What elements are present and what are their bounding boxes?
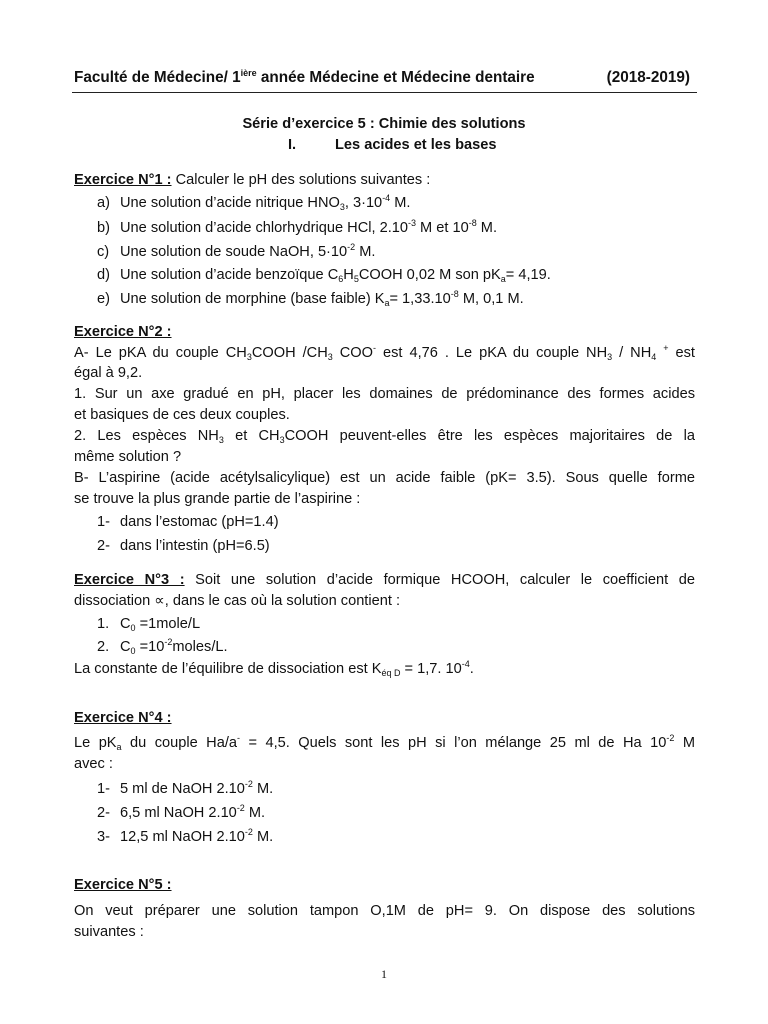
text: COOH /CH [251,345,328,361]
header-text: Faculté de Médecine/ 1 [74,69,241,86]
ex4-item-2 [97,803,718,821]
text: = 1,7. 10 [400,661,462,677]
section-title: Les acides et les bases [335,137,497,153]
text: est 4,76 . Le pKA du couple NH [376,345,608,361]
text: , 3·10 [344,195,383,211]
list-marker: 1. [97,616,110,632]
ex2-line-7: B- L’aspirine (acide acétylsalicylique) est un acide faible (pK= 3.5). Sous quelle forme [74,470,695,486]
superscript: -4 [461,659,470,669]
subscript: 3 [279,435,285,445]
superscript: - [237,733,241,743]
subscript: 3 [327,352,333,362]
superscript: -2 [244,827,253,837]
subscript: éq D [381,668,401,678]
text: M. [244,805,266,821]
page-number: 1 [381,967,387,981]
subscript: a [116,742,122,752]
list-marker: 2. [97,639,110,655]
ex1-heading-line [74,173,695,188]
text: Une solution d’acide nitrique HNO [120,195,340,211]
text: M. [355,244,376,260]
ex1-intro: Calculer le pH des solutions suivantes : [171,172,431,188]
ex1-item-d [97,268,718,283]
ex5-heading: Exercice N°5 : [74,877,172,893]
text: dans l’estomac (pH=1.4) [120,514,279,530]
superscript: -2 [244,779,253,789]
subscript: a [500,274,506,284]
superscript: -4 [382,193,391,203]
text: COOH peuvent-elles être les espèces majoritaires de la [284,428,695,444]
subscript: 0 [130,646,136,656]
ex4-heading: Exercice N°4 : [74,710,172,726]
ex1-item-a [97,193,718,212]
list-marker: b) [97,220,110,236]
text: 5 ml de NaOH 2.10 [120,781,245,797]
superscript: -2 [164,637,173,647]
text: M, 0,1 M. [458,291,524,307]
ex4-heading-line [74,711,695,726]
text: du couple Ha/a [121,735,238,751]
text: =1mole/L [135,616,201,632]
text: et CH [223,428,280,444]
list-marker: d) [97,267,110,283]
subscript: 3 [607,352,613,362]
subscript: 3 [218,435,224,445]
header-year: (2018-2019) [606,69,690,86]
text: 6,5 ml NaOH 2.10 [120,805,237,821]
text: COO [332,345,374,361]
text: C [120,616,131,632]
ex4-item-1 [97,779,718,797]
superscript: -2 [236,803,245,813]
text: Une solution de soude NaOH, 5·10 [120,244,348,260]
superscript: + [663,343,669,353]
ex3-item-1 [97,617,718,632]
text: est [668,345,695,361]
ex2-item-2 [97,539,718,554]
ex2-line-1 [74,343,695,362]
ex3-item-2 [97,637,718,656]
text: / NH [612,345,652,361]
ex2-heading-line [74,325,695,340]
text: M [674,735,695,751]
ex5-line-1: On veut préparer une solution tampon O,1M de pH= 9. On dispose des solutions [74,903,695,919]
list-marker: 3- [97,829,110,845]
text: M. [390,195,411,211]
ex2-line-2: égal à 9,2. [74,365,143,381]
text: =10 [135,639,165,655]
ex3-line-3 [74,659,695,678]
text: M. [252,829,274,845]
ex2-line-6: même solution ? [74,449,182,465]
ex2-heading: Exercice N°2 : [74,324,172,340]
ex4-line-2: avec : [74,756,113,772]
ex1-heading: Exercice N°1 : [74,172,172,188]
superscript: -8 [468,218,477,228]
ex1-item-b [97,218,718,236]
list-marker: e) [97,291,110,307]
text: moles/L. [172,639,228,655]
series-title: Série d’exercice 5 : Chimie des solutions [242,116,526,132]
subscript: a [384,298,390,308]
text: . [469,661,474,677]
text: COOH 0,02 M son pK [358,267,501,283]
text: C [120,639,131,655]
text: = 1,33.10 [389,291,451,307]
ex3-heading: Exercice N°3 : [74,572,185,588]
ex2-line-4: et basiques de ces deux couples. [74,407,290,423]
header-faculty [74,70,535,85]
ex2-line-5 [74,429,695,444]
text: 2. Les espèces NH [74,428,219,444]
list-marker: a) [97,195,110,211]
text: Une solution de morphine (base faible) K [120,291,385,307]
list-marker: 2- [97,805,110,821]
text: Soit une solution d’acide formique HCOOH, calculer le coefficient de [184,572,695,588]
text: M. [252,781,274,797]
ex1-item-c [97,242,718,260]
ex4-item-3 [97,827,718,845]
text: Une solution d’acide chlorhydrique HCl, 2.10 [120,220,408,236]
header-rule [72,92,697,93]
superscript: - [373,343,377,353]
ex1-item-e [97,289,718,308]
text: = 4,5. Quels sont les pH si l’on mélange 25 ml de Ha 10 [240,735,667,751]
list-marker: c) [97,244,110,260]
text: M et 10 [416,220,469,236]
ex2-line-8: se trouve la plus grande partie de l’aspirine : [74,491,361,507]
ex4-line-1 [74,733,695,752]
ex5-line-2: suivantes : [74,924,144,940]
ex5-heading-line [74,878,695,893]
superscript: -3 [407,218,416,228]
text: Le pK [74,735,117,751]
subscript: 3 [246,352,252,362]
text: dans l’intestin (pH=6.5) [120,538,270,554]
superscript: -2 [347,242,356,252]
text: H [343,267,354,283]
superscript: -8 [450,289,459,299]
subscript: 3 [339,202,345,212]
list-marker: 1- [97,514,110,530]
ex2-item-1 [97,515,718,530]
header-text-2: année Médecine et Médecine dentaire [256,69,535,86]
ex3-line-1 [74,573,695,588]
text: A- Le pKA du couple CH [74,345,247,361]
text: La constante de l’équilibre de dissociation est K [74,661,382,677]
subscript: 4 [651,352,657,362]
list-marker: 2- [97,538,110,554]
ex2-line-3: 1. Sur un axe gradué en pH, placer les domaines de prédominance des formes acides [74,386,695,402]
text: Une solution d’acide benzoïque C [120,267,339,283]
subscript: 6 [338,274,344,284]
header-sup: ière [240,68,257,78]
text: M. [476,220,498,236]
text: = 4,19. [505,267,551,283]
list-marker: 1- [97,781,110,797]
superscript: -2 [666,733,675,743]
subscript: 0 [130,623,136,633]
ex3-line-2: dissociation ∝, dans le cas où la solution contient : [74,593,401,609]
text: 12,5 ml NaOH 2.10 [120,829,245,845]
subscript: 5 [353,274,359,284]
section-number: I. [288,137,297,153]
